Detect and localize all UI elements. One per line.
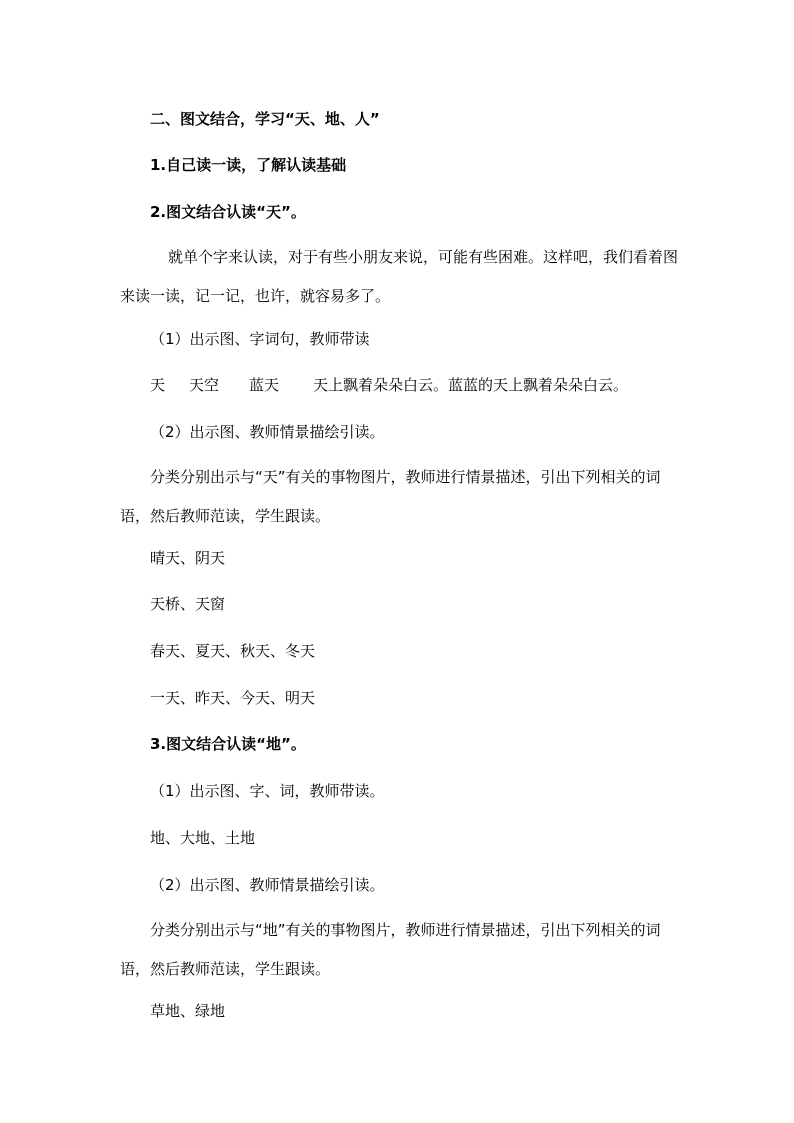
tian-group-weather: 晴天、阴天 xyxy=(150,549,226,567)
di-substep-1: （1）出示图、字、词，教师带读。 xyxy=(150,782,385,800)
tian-sentence: 天上飘着朵朵白云。蓝蓝的天上飘着朵朵白云。 xyxy=(313,376,629,394)
intro-paragraph: 就单个字来认读，对于有些小朋友来说，可能有些困难。这样吧，我们看着图来读一读，记一记，也许，就容易多了。 xyxy=(120,248,679,305)
tian-substep-1: （1）出示图、字词句，教师带读 xyxy=(150,330,370,348)
tian-word-3: 蓝天 xyxy=(249,376,280,394)
di-substep-2: （2）出示图、教师情景描绘引读。 xyxy=(150,876,385,894)
tian-word-1: 天 xyxy=(150,376,166,394)
step-1-heading: 1.自己读一读，了解认读基础 xyxy=(150,156,347,174)
tian-group-structures: 天桥、天窗 xyxy=(150,595,226,613)
step-3-heading: 3.图文结合认读“地”。 xyxy=(150,735,306,753)
tian-word-2: 天空 xyxy=(189,376,220,394)
di-description-paragraph: 分类分别出示与“地”有关的事物图片，教师进行情景描述，引出下列相关的词语，然后教师范读，学生跟读。 xyxy=(120,921,661,978)
step-2-heading: 2.图文结合认读“天”。 xyxy=(150,203,306,221)
tian-group-seasons: 春天、夏天、秋天、冬天 xyxy=(150,642,316,660)
tian-description-paragraph: 分类分别出示与“天”有关的事物图片，教师进行情景描述，引出下列相关的词语，然后教师范读，学生跟读。 xyxy=(120,468,661,525)
di-word-row: 地、大地、土地 xyxy=(150,829,256,847)
tian-group-days: 一天、昨天、今天、明天 xyxy=(150,689,316,707)
tian-word-row xyxy=(150,375,628,395)
section-title: 二、图文结合，学习“天、地、人” xyxy=(150,110,380,128)
di-group-grass: 草地、绿地 xyxy=(150,1002,226,1020)
tian-substep-2: （2）出示图、教师情景描绘引读。 xyxy=(150,423,385,441)
